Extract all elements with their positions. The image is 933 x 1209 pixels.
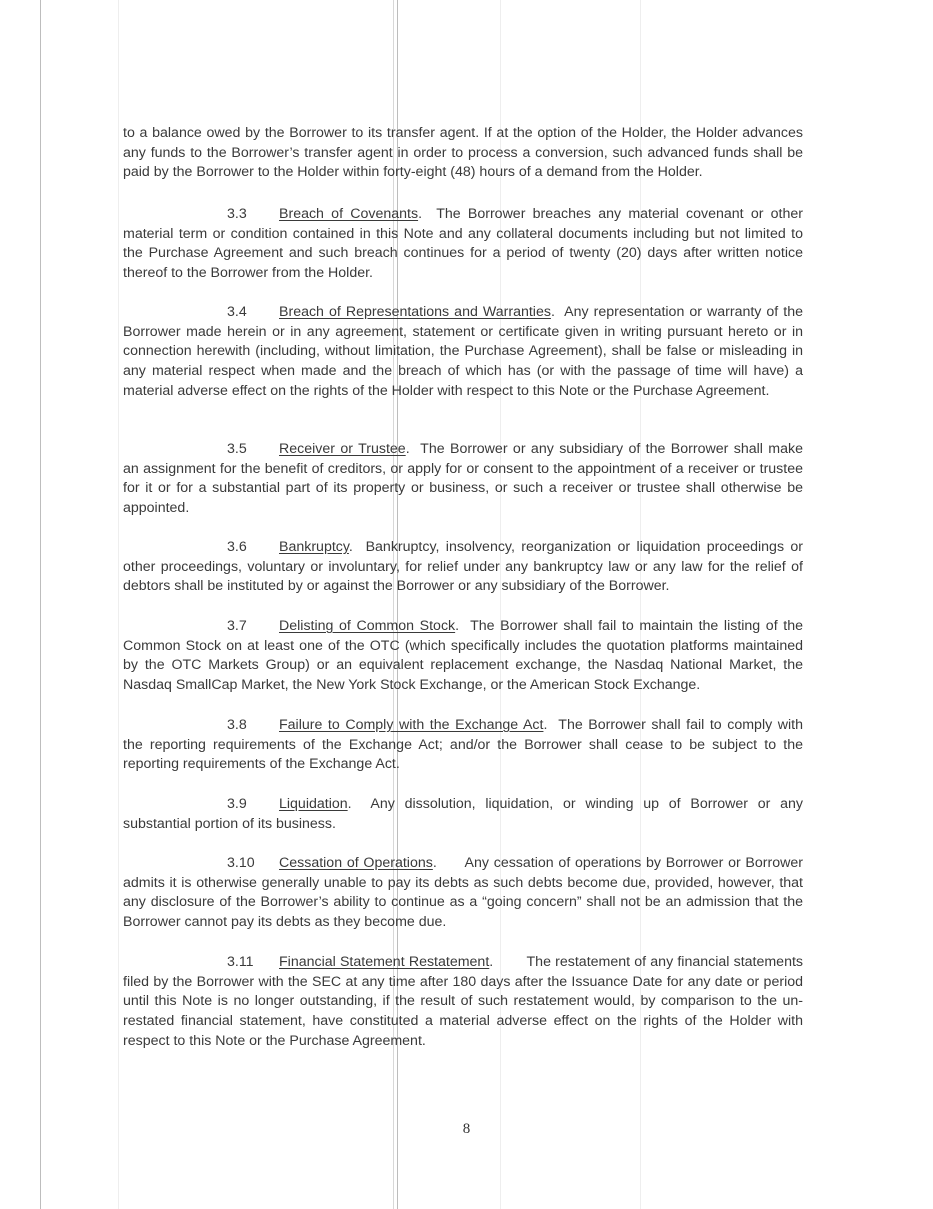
section-title: Liquidation	[279, 796, 348, 812]
section-3-5: 3.5 Receiver or Trustee. The Borrower or any subsidiary of the Borrower shall make an assignment for the benefit of creditors, or apply for or consent to the appointment of a receiver or trustee for it or for a substantial part of its property or business, or such a receiver or trustee shall otherwise be appointed.	[123, 441, 803, 517]
section-3-3: 3.3 Breach of Covenants. The Borrower breaches any material covenant or other material term or condition contained in this Note and any collateral documents including but not limited to the Purchase Agreement and such breach continues for a period of twenty (20) days after written notice thereof to the Borrower from the Holder.	[123, 206, 803, 282]
section-number: 3.7	[227, 618, 247, 634]
section-title: Financial Statement Restatement	[279, 954, 490, 970]
section-title: Breach of Covenants	[279, 206, 419, 222]
section-number: 3.3	[227, 206, 247, 222]
scan-artifact-line	[118, 0, 119, 1209]
section-title: Delisting of Common Stock	[279, 618, 456, 634]
section-text: Any cessation of operations by Borrower or Borrower admits it is otherwise generally unable to pay its debts as such debts become due, provided, however, that any disclosure of the Borrower’s ability to continue as a “going concern” shall not be an admission that the Borrower cannot pay its debts as they become due.	[123, 855, 803, 931]
section-text: Any representation or warranty of the Borrower made herein or in any agreement, statement or certificate given in writing pursuant hereto or in connection herewith (including, without limitation, the Purchase Agreement), shall be false or misleading in any material respect when made and the breach of which has (or with the passage of time will have) a material adverse effect on the rights of the Holder with respect to this Note or the Purchase Agreement.	[123, 304, 803, 399]
section-text: Bankruptcy, insolvency, reorganization or liquidation proceedings or other proceedings, voluntary or involuntary, for relief under any bankruptcy law or any law for the relief of debtors shall be instituted by or against the Borrower or any subsidiary of the Borrower.	[123, 539, 803, 595]
section-number: 3.6	[227, 539, 247, 555]
section-text: The Borrower shall fail to maintain the listing of the Common Stock on at least one of the OTC (which specifically includes the quotation platforms maintained by the OTC Markets Group) or an equivalent replacement exchange, the Nasdaq National Market, the Nasdaq SmallCap Market, the New York Stock Exchange, or the American Stock Exchange.	[123, 618, 803, 694]
section-number: 3.9	[227, 796, 247, 812]
section-number: 3.5	[227, 441, 247, 457]
section-text: The restatement of any financial statements filed by the Borrower with the SEC at any time after 180 days after the Issuance Date for any date or period until this Note is no longer outstanding, if the result of such restatement would, by comparison to the un-restated financial statement, have constituted a material adverse effect on the rights of the Holder with respect to this Note or the Purchase Agreement.	[123, 954, 803, 1049]
section-3-11: 3.11 Financial Statement Restatement. The restatement of any financial statements filed by the Borrower with the SEC at any time after 180 days after the Issuance Date for any date or period until this Note is no longer outstanding, if the result of such restatement would, by comparison to the un-restated financial statement, have constituted a material adverse effect on the rights of the Holder with respect to this Note or the Purchase Agreement.	[123, 954, 803, 1049]
section-text: The Borrower shall fail to comply with the reporting requirements of the Exchange Act; and/or the Borrower shall cease to be subject to the reporting requirements of the Exchange Act.	[123, 717, 803, 773]
section-3-4: 3.4 Breach of Representations and Warranties. Any representation or warranty of the Borrower made herein or in any agreement, statement or certificate given in writing pursuant hereto or in connection herewith (including, without limitation, the Purchase Agreement), shall be false or misleading in any material respect when made and the breach of which has (or with the passage of time will have) a material adverse effect on the rights of the Holder with respect to this Note or the Purchase Agreement.	[123, 304, 803, 399]
opening-paragraph: to a balance owed by the Borrower to its transfer agent. If at the option of the Holder, the Holder advances any funds to the Borrower’s transfer agent in order to process a conversion, such advanced funds shall be paid by the Borrower to the Holder within forty-eight (48) hours of a demand from the Holder.	[123, 125, 803, 181]
section-text: Any dissolution, liquidation, or winding up of Borrower or any substantial portion of its business.	[123, 796, 803, 832]
section-number: 3.8	[227, 717, 247, 733]
section-3-6: 3.6 Bankruptcy. Bankruptcy, insolvency, reorganization or liquidation proceedings or other proceedings, voluntary or involuntary, for relief under any bankruptcy law or any law for the relief of debtors shall be instituted by or against the Borrower or any subsidiary of the Borrower.	[123, 539, 803, 595]
section-title: Receiver or Trustee	[279, 441, 406, 457]
section-title: Cessation of Operations	[279, 855, 433, 871]
section-3-9: 3.9 Liquidation. Any dissolution, liquidation, or winding up of Borrower or any substantial portion of its business.	[123, 796, 803, 832]
section-number: 3.4	[227, 304, 247, 320]
section-text: The Borrower or any subsidiary of the Borrower shall make an assignment for the benefit of creditors, or apply for or consent to the appointment of a receiver or trustee for it or for a substantial part of its property or business, or such a receiver or trustee shall otherwise be appointed.	[123, 441, 803, 517]
scan-artifact-line	[40, 0, 41, 1209]
section-title: Bankruptcy	[279, 539, 349, 555]
section-3-8: 3.8 Failure to Comply with the Exchange Act. The Borrower shall fail to comply with the reporting requirements of the Exchange Act; and/or the Borrower shall cease to be subject to the reporting requirements of the Exchange Act.	[123, 717, 803, 773]
section-number: 3.11	[227, 954, 254, 970]
section-3-10: 3.10 Cessation of Operations. Any cessation of operations by Borrower or Borrower admits it is otherwise generally unable to pay its debts as such debts become due, provided, however, that any disclosure of the Borrower’s ability to continue as a “going concern” shall not be an admission that the Borrower cannot pay its debts as they become due.	[123, 855, 803, 931]
section-3-7: 3.7 Delisting of Common Stock. The Borrower shall fail to maintain the listing of the Common Stock on at least one of the OTC (which specifically includes the quotation platforms maintained by the OTC Markets Group) or an equivalent replacement exchange, the Nasdaq National Market, the Nasdaq SmallCap Market, the New York Stock Exchange, or the American Stock Exchange.	[123, 618, 803, 694]
section-number: 3.10	[227, 855, 255, 871]
section-title: Breach of Representations and Warranties	[279, 304, 551, 320]
section-title: Failure to Comply with the Exchange Act	[279, 717, 544, 733]
page-number: 8	[462, 1121, 471, 1137]
section-text: The Borrower breaches any material covenant or other material term or condition contained in this Note and any collateral documents including but not limited to the Purchase Agreement and such breach continues for a period of twenty (20) days after written notice thereof to the Borrower from the Holder.	[123, 206, 803, 282]
